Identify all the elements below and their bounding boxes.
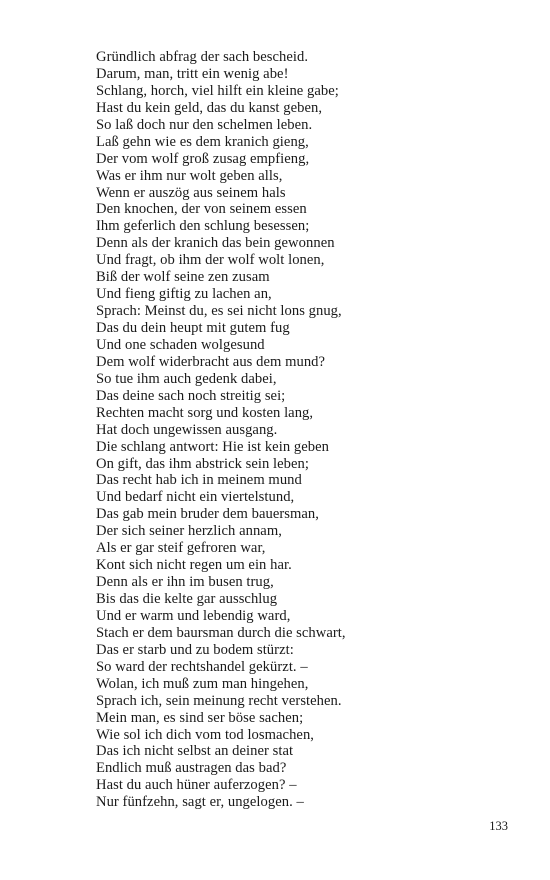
poem-line: Und one schaden wolgesund bbox=[96, 336, 265, 353]
poem-line: Hast du auch hüner auferzogen? – bbox=[96, 777, 297, 794]
poem-text bbox=[96, 49, 516, 811]
poem-line: Der sich seiner herzlich annam, bbox=[96, 523, 282, 540]
poem-line: Sprach: Meinst du, es sei nicht lons gnug, bbox=[96, 303, 342, 320]
poem-line: Laß gehn wie es dem kranich gieng, bbox=[96, 133, 309, 150]
poem-line: Endlich muß austragen das bad? bbox=[96, 760, 287, 777]
poem-line: So ward der rechtshandel gekürzt. – bbox=[96, 658, 308, 675]
poem-line: Wenn er auszög aus seinem hals bbox=[96, 184, 286, 201]
poem-line: Die schlang antwort: Hie ist kein geben bbox=[96, 438, 329, 455]
poem-line: Nur fünfzehn, sagt er, ungelogen. – bbox=[96, 794, 304, 811]
poem-line: Mein man, es sind ser böse sachen; bbox=[96, 709, 304, 726]
poem-line: Stach er dem baursman durch die schwart, bbox=[96, 624, 346, 641]
poem-line: Das du dein heupt mit gutem fug bbox=[96, 320, 290, 336]
poem-line: Wie sol ich dich vom tod losmachen, bbox=[96, 726, 314, 743]
poem-line: Sprach ich, sein meinung recht verstehen. bbox=[96, 692, 342, 709]
poem-line: Rechten macht sorg und kosten lang, bbox=[96, 404, 314, 421]
poem-line: Hat doch ungewissen ausgang. bbox=[96, 421, 278, 438]
poem-line: Den knochen, der von seinem essen bbox=[96, 201, 307, 218]
poem-line: Denn als er ihn im busen trug, bbox=[96, 574, 274, 591]
poem-line: Dem wolf widerbracht aus dem mund? bbox=[96, 353, 326, 370]
page-number: 133 bbox=[489, 819, 508, 833]
poem-line: Darum, man, tritt ein wenig abe! bbox=[96, 65, 289, 82]
poem-line: Das gab mein bruder dem bauersman, bbox=[96, 506, 319, 523]
poem-line: Und fieng giftig zu lachen an, bbox=[96, 286, 272, 303]
poem-line: Das recht hab ich in meinem mund bbox=[96, 472, 302, 489]
poem-line: Das er starb und zu bodem stürzt: bbox=[96, 641, 294, 658]
poem-line: Hast du kein geld, das du kanst geben, bbox=[96, 99, 323, 116]
poem-line: Als er gar steif gefroren war, bbox=[96, 540, 266, 557]
poem-line: Das ich nicht selbst an deiner stat bbox=[96, 743, 294, 760]
poem-line: Bis das die kelte gar ausschlug bbox=[96, 591, 278, 607]
poem-line: Und fragt, ob ihm der wolf wolt lonen, bbox=[96, 252, 325, 269]
poem-line: Ihm geferlich den schlung besessen; bbox=[96, 218, 310, 235]
poem-line: Denn als der kranich das bein gewonnen bbox=[96, 235, 335, 252]
poem-line: Kont sich nicht regen um ein har. bbox=[96, 557, 292, 574]
poem-line: On gift, das ihm abstrick sein leben; bbox=[96, 455, 310, 472]
poem-line: Was er ihm nur wolt geben alls, bbox=[96, 167, 283, 184]
poem-line: Gründlich abfrag der sach bescheid. bbox=[96, 49, 309, 65]
poem-line: Wolan, ich muß zum man hingehen, bbox=[96, 675, 309, 692]
poem-line: So laß doch nur den schelmen leben. bbox=[96, 116, 313, 133]
poem-line: Biß der wolf seine zen zusam bbox=[96, 269, 270, 286]
poem-line: Und er warm und lebendig ward, bbox=[96, 607, 291, 624]
poem-line: So tue ihm auch gedenk dabei, bbox=[96, 370, 277, 387]
poem-line: Der vom wolf groß zusag empfieng, bbox=[96, 150, 310, 167]
poem-line: Schlang, horch, viel hilft ein kleine gabe; bbox=[96, 82, 339, 99]
poem-line: Das deine sach noch streitig sei; bbox=[96, 387, 286, 404]
poem-line: Und bedarf nicht ein viertelstund, bbox=[96, 489, 295, 506]
